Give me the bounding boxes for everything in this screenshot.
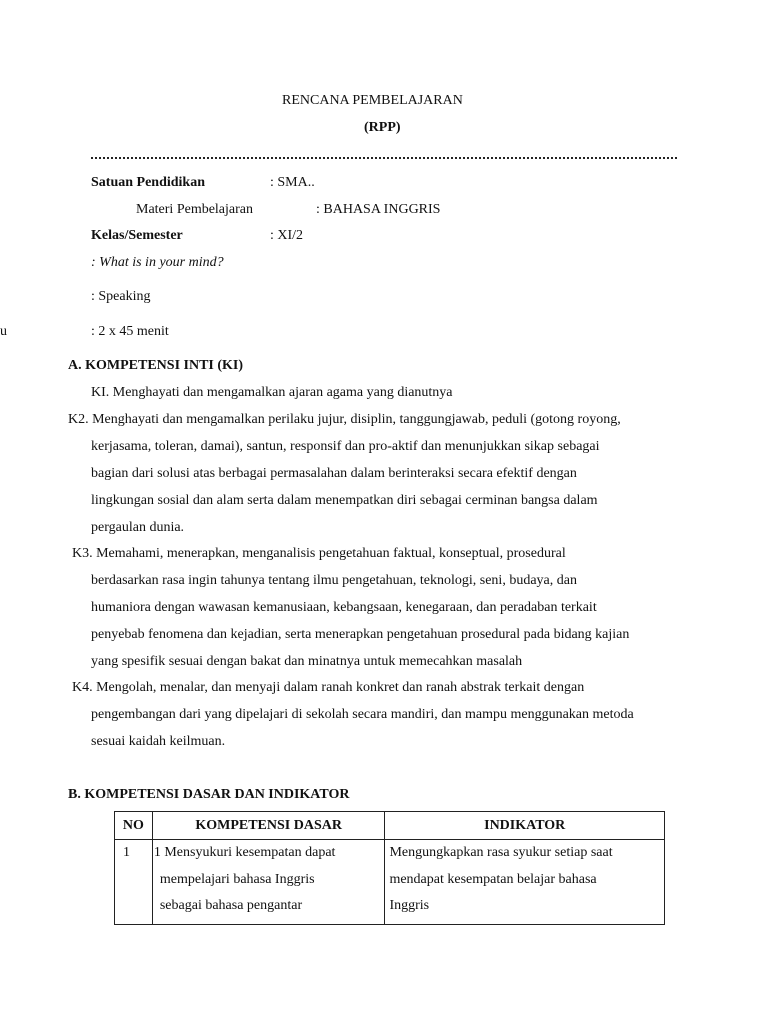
satuan-value: : SMA.. <box>270 175 315 190</box>
ki3-line: yang spesifik sesuai dengan bakat dan minatnya untuk memecahkan masalah <box>91 654 523 669</box>
table-row <box>115 840 665 925</box>
ki3-line: berdasarkan rasa ingin tahunya tentang ilmu pengetahuan, teknologi, seni, budaya, dan <box>91 573 577 588</box>
time-value: : 2 x 45 menit <box>91 324 169 339</box>
cell-indikator <box>385 840 665 925</box>
page-subtitle: (RPP) <box>364 120 401 135</box>
dotted-divider <box>91 151 677 159</box>
section-b-heading: B. KOMPETENSI DASAR DAN INDIKATOR <box>68 787 350 802</box>
kd-line: 1 Mensyukuri kesempatan dapat <box>153 845 336 860</box>
indikator-line: mendapat kesempatan belajar bahasa <box>389 871 597 887</box>
ki2-line: pergaulan dunia. <box>91 520 185 535</box>
ki3-line: humaniora dengan wawasan kemanusiaan, kebangsaan, kenegaraan, dan peradaban terkait <box>91 600 597 615</box>
header-indikator: INDIKATOR <box>385 812 665 840</box>
cell-kompetensi-dasar <box>152 840 385 925</box>
ki3-line: K3. Memahami, menerapkan, menganalisis pengetahuan faktual, konseptual, prosedural <box>72 546 566 561</box>
row-number: 1 <box>123 845 130 860</box>
page-title: RENCANA PEMBELAJARAN <box>282 93 463 108</box>
kelas-value: : XI/2 <box>270 228 304 243</box>
kd-line: mempelajari bahasa Inggris <box>159 871 315 887</box>
ki2-line: lingkungan sosial dan alam serta dalam menempatkan diri sebagai cerminan bangsa dalam <box>91 493 598 508</box>
kd-line: sebagai bahasa pengantar <box>159 898 303 913</box>
materi-value: : BAHASA INGGRIS <box>316 202 441 217</box>
time-label-fragment: u <box>0 324 7 339</box>
ki4-line: sesuai kaidah keilmuan. <box>91 734 226 749</box>
skill-value: : Speaking <box>91 289 151 304</box>
ki3-line: penyebab fenomena dan kejadian, serta menerapkan pengetahuan prosedural pada bidang kajian <box>91 627 630 642</box>
kelas-label: Kelas/Semester <box>91 228 183 243</box>
ki1-text: KI. Menghayati dan mengamalkan ajaran agama yang dianutnya <box>91 385 453 400</box>
topic-value: : What is in your mind? <box>91 255 224 270</box>
kd-indikator-table <box>114 811 665 925</box>
header-no: NO <box>115 812 153 840</box>
materi-label: Materi Pembelajaran <box>136 202 254 217</box>
ki4-line: K4. Mengolah, menalar, dan menyaji dalam ranah konkret dan ranah abstrak terkait dengan <box>72 680 585 695</box>
indikator-line: Mengungkapkan rasa syukur setiap saat <box>389 845 613 860</box>
satuan-label: Satuan Pendidikan <box>91 175 205 190</box>
ki2-line: K2. Menghayati dan mengamalkan perilaku jujur, disiplin, tanggungjawab, peduli (gotong royong, <box>68 412 621 427</box>
header-kompetensi-dasar: KOMPETENSI DASAR <box>152 812 385 840</box>
ki4-line: pengembangan dari yang dipelajari di sekolah secara mandiri, dan mampu menggunakan metoda <box>91 707 634 722</box>
indikator-line: Inggris <box>389 898 430 913</box>
table-header-row <box>115 812 665 840</box>
ki2-line: bagian dari solusi atas berbagai permasalahan dalam berinteraksi secara efektif dengan <box>91 466 577 481</box>
ki2-line: kerjasama, toleran, damai), santun, responsif dan pro-aktif dan menunjukkan sikap sebagai <box>91 439 600 454</box>
section-a-heading: A. KOMPETENSI INTI (KI) <box>68 358 244 373</box>
cell-no <box>115 840 153 925</box>
